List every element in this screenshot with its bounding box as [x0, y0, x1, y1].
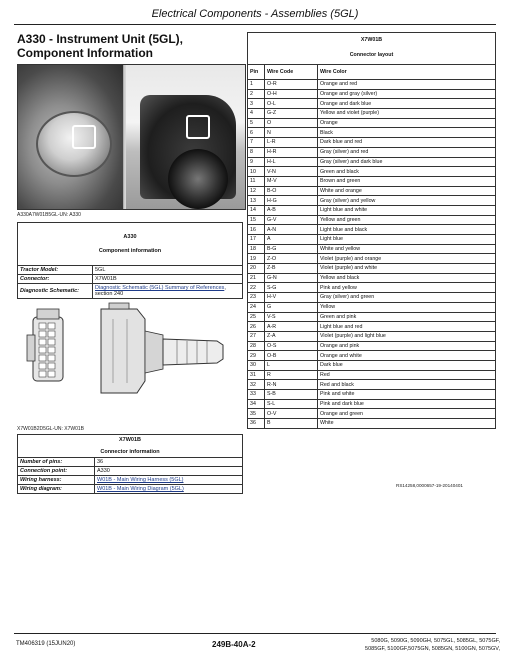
pin-number: 30	[248, 360, 265, 370]
table-row	[248, 138, 496, 148]
wire-color: Orange and dark blue	[318, 99, 496, 109]
wire-code: L	[265, 360, 318, 370]
wire-code: V-S	[265, 312, 318, 322]
wire-code: V-N	[265, 167, 318, 177]
wire-code: B	[265, 419, 318, 429]
pin-number: 24	[248, 302, 265, 312]
wire-color: Light blue and red	[318, 322, 496, 332]
wire-code: A-N	[265, 225, 318, 235]
pin-number: 7	[248, 138, 265, 148]
table-row	[18, 275, 243, 284]
section-title: A330 - Instrument Unit (5GL), Component Information	[17, 32, 184, 60]
table-row	[248, 322, 496, 332]
wire-color: Pink and dark blue	[318, 399, 496, 409]
wire-code: M-V	[265, 176, 318, 186]
table-row	[248, 331, 496, 341]
pin-number: 34	[248, 399, 265, 409]
wire-color: Orange and gray (silver)	[318, 89, 496, 99]
table-row	[18, 266, 243, 275]
wire-code: R-N	[265, 380, 318, 390]
wire-color: Orange	[318, 118, 496, 128]
table-row	[248, 157, 496, 167]
wire-code: A-B	[265, 205, 318, 215]
header-rule	[14, 24, 496, 25]
table-row	[248, 273, 496, 283]
table-row	[248, 283, 496, 293]
wire-code: S-L	[265, 399, 318, 409]
table-row	[248, 254, 496, 264]
pin-number: 22	[248, 283, 265, 293]
wire-code: G-V	[265, 215, 318, 225]
wire-color: Light blue	[318, 235, 496, 245]
row-value: 36	[95, 458, 243, 467]
wire-color: Red	[318, 370, 496, 380]
pin-number: 19	[248, 254, 265, 264]
wire-color: Yellow and violet (purple)	[318, 109, 496, 119]
wire-code: O-H	[265, 89, 318, 99]
table-row	[248, 419, 496, 429]
table-row	[248, 302, 496, 312]
wire-color: Brown and green	[318, 176, 496, 186]
pin-table-subtitle: Connector layout	[349, 52, 394, 58]
wire-code: O-R	[265, 80, 318, 90]
connector-drawing	[17, 289, 242, 419]
wire-code: H-G	[265, 196, 318, 206]
wire-code: G-Z	[265, 109, 318, 119]
table-row	[248, 225, 496, 235]
table-row	[248, 128, 496, 138]
pin-number: 23	[248, 293, 265, 303]
pin-number: 11	[248, 176, 265, 186]
wire-code: R	[265, 370, 318, 380]
table-row	[248, 215, 496, 225]
table-row	[18, 467, 243, 476]
wire-color: Light blue and black	[318, 225, 496, 235]
row-value: X7W01B	[93, 275, 243, 284]
table-row	[18, 476, 243, 485]
section-ref: , section 240	[95, 285, 226, 297]
row-label: Tractor Model:	[18, 266, 93, 275]
component-table-header	[18, 223, 243, 266]
table-row	[248, 109, 496, 119]
connector-caption: X7W01B2D5GL-UN: X7W01B	[17, 426, 84, 432]
wire-code: N	[265, 128, 318, 138]
wire-code: H-V	[265, 293, 318, 303]
wire-color: Yellow and black	[318, 273, 496, 283]
table-row	[248, 89, 496, 99]
wire-code: L-R	[265, 138, 318, 148]
wire-code: S-B	[265, 390, 318, 400]
table-row	[248, 118, 496, 128]
table-row	[248, 99, 496, 109]
pin-number: 32	[248, 380, 265, 390]
wire-color: Orange and red	[318, 80, 496, 90]
wire-code: A	[265, 235, 318, 245]
wire-color: Light blue and white	[318, 205, 496, 215]
table-row	[248, 147, 496, 157]
pin-number: 36	[248, 419, 265, 429]
table-row	[248, 176, 496, 186]
pin-number: 26	[248, 322, 265, 332]
col-header-pin: Pin	[248, 65, 265, 80]
section-title-block	[17, 32, 242, 60]
pin-number: 14	[248, 205, 265, 215]
wiring-diagram-link[interactable]: W01B - Main Wiring Diagram (5GL)	[97, 486, 184, 492]
wire-color: Green and black	[318, 167, 496, 177]
reference-note: RS14258,0000657-19-20140401	[396, 483, 463, 488]
wire-color: White and yellow	[318, 244, 496, 254]
wire-color: Pink and yellow	[318, 283, 496, 293]
pin-number: 1	[248, 80, 265, 90]
wire-code: Z-A	[265, 331, 318, 341]
wire-color: Orange and green	[318, 409, 496, 419]
connector-id: X7W01B	[118, 437, 141, 443]
component-id: A330	[123, 234, 137, 240]
pin-table-header	[248, 33, 496, 65]
wire-code: A-R	[265, 322, 318, 332]
pin-number: 8	[248, 147, 265, 157]
wire-color: Red and black	[318, 380, 496, 390]
row-value: 5GL	[93, 266, 243, 275]
wire-code: O-V	[265, 409, 318, 419]
wire-color: Yellow	[318, 302, 496, 312]
row-label: Connector:	[18, 275, 93, 284]
tractor-wheel	[168, 149, 228, 209]
pin-number: 35	[248, 409, 265, 419]
pin-number: 18	[248, 244, 265, 254]
wire-color: Pink and white	[318, 390, 496, 400]
pin-number: 28	[248, 341, 265, 351]
wire-color: Dark blue and red	[318, 138, 496, 148]
connector-side-view	[101, 303, 223, 393]
table-row	[248, 399, 496, 409]
table-row	[248, 293, 496, 303]
row-value	[95, 485, 243, 494]
table-row	[248, 360, 496, 370]
diagnostic-schematic-link[interactable]: Diagnostic Schematic (5GL) Summary of References	[95, 285, 225, 291]
footer-page-number: 249B-40A-2	[212, 640, 256, 649]
row-label: Connection point:	[18, 467, 95, 476]
wire-code: S-G	[265, 283, 318, 293]
row-value: A330	[95, 467, 243, 476]
pin-number: 12	[248, 186, 265, 196]
footer-models	[285, 637, 500, 653]
pin-number: 5	[248, 118, 265, 128]
pin-table-connector-id: X7W01B	[360, 37, 383, 43]
wire-color: Orange and pink	[318, 341, 496, 351]
instrument-unit-photo	[17, 64, 246, 210]
wire-code: G	[265, 302, 318, 312]
pin-number: 33	[248, 390, 265, 400]
pin-number: 25	[248, 312, 265, 322]
component-info-table	[17, 222, 243, 299]
footer-models-line2: 5085GF, 5100GF,5075GN, 5085GN, 5100GN, 5075GV,	[365, 646, 500, 652]
col-header-wire-code: Wire Code	[265, 65, 318, 80]
wiring-harness-link[interactable]: W01B - Main Wiring Harness (5GL)	[97, 477, 184, 483]
wire-code: O-B	[265, 351, 318, 361]
pin-number: 3	[248, 99, 265, 109]
connector-table-header	[18, 435, 243, 458]
connector-subtitle: Connector information	[100, 449, 160, 455]
wire-code: Z-B	[265, 264, 318, 274]
table-row	[248, 341, 496, 351]
pin-number: 15	[248, 215, 265, 225]
row-label: Diagnostic Schematic:	[18, 284, 93, 299]
table-row	[248, 409, 496, 419]
table-row	[248, 205, 496, 215]
pin-number: 6	[248, 128, 265, 138]
photo-caption: A330A7W01B5GL-UN: A330	[17, 212, 81, 218]
callout-box	[72, 125, 96, 149]
col-header-wire-color: Wire Color	[318, 65, 496, 80]
row-label: Number of pins:	[18, 458, 95, 467]
table-row	[248, 312, 496, 322]
table-row	[248, 167, 496, 177]
row-value	[95, 476, 243, 485]
pin-number: 9	[248, 157, 265, 167]
callout-box	[186, 115, 210, 139]
row-label: Wiring diagram:	[18, 485, 95, 494]
connector-face	[27, 309, 63, 381]
footer-doc-id: TM406319 (15JUN20)	[16, 641, 76, 647]
wire-color: Gray (silver) and yellow	[318, 196, 496, 206]
wire-color: Green and pink	[318, 312, 496, 322]
wire-color: Orange and white	[318, 351, 496, 361]
table-row	[248, 264, 496, 274]
wire-code: H-R	[265, 147, 318, 157]
wire-code: H-L	[265, 157, 318, 167]
pin-number: 16	[248, 225, 265, 235]
wire-code: G-N	[265, 273, 318, 283]
pin-number: 29	[248, 351, 265, 361]
pin-number: 10	[248, 167, 265, 177]
wire-color: Black	[318, 128, 496, 138]
table-row	[18, 458, 243, 467]
pin-number: 13	[248, 196, 265, 206]
table-row	[248, 235, 496, 245]
pin-number: 31	[248, 370, 265, 380]
component-subtitle: Component information	[98, 248, 162, 254]
wire-code: Z-O	[265, 254, 318, 264]
wire-color: Violet (purple) and light blue	[318, 331, 496, 341]
pin-number: 27	[248, 331, 265, 341]
connector-info-table	[17, 434, 243, 494]
table-row	[248, 80, 496, 90]
table-row	[248, 380, 496, 390]
pin-number: 20	[248, 264, 265, 274]
pin-number: 21	[248, 273, 265, 283]
table-row	[248, 351, 496, 361]
wire-code: O-S	[265, 341, 318, 351]
pin-number: 4	[248, 109, 265, 119]
wire-code: B-O	[265, 186, 318, 196]
wire-color: Violet (purple) and white	[318, 264, 496, 274]
table-row	[18, 485, 243, 494]
wire-color: Violet (purple) and orange	[318, 254, 496, 264]
wire-code: O	[265, 118, 318, 128]
table-row	[248, 390, 496, 400]
wire-code: B-G	[265, 244, 318, 254]
table-row	[248, 370, 496, 380]
page-header: Electrical Components - Assemblies (5GL)	[151, 8, 359, 20]
wire-color: Yellow and green	[318, 215, 496, 225]
wire-color: Gray (silver) and dark blue	[318, 157, 496, 167]
footer-models-line1: 5080G, 5090G, 5090GH, 5075GL, 5085GL, 5075GF,	[371, 638, 500, 644]
footer-rule	[14, 633, 496, 634]
wire-color: White and orange	[318, 186, 496, 196]
wire-color: Dark blue	[318, 360, 496, 370]
wire-code: O-L	[265, 99, 318, 109]
table-row	[248, 196, 496, 206]
row-label: Wiring harness:	[18, 476, 95, 485]
table-row	[248, 186, 496, 196]
pin-layout-table	[247, 32, 496, 429]
pin-number: 17	[248, 235, 265, 245]
wire-color: White	[318, 419, 496, 429]
wire-color: Gray (silver) and green	[318, 293, 496, 303]
table-row	[248, 244, 496, 254]
wire-color: Gray (silver) and red	[318, 147, 496, 157]
pin-number: 2	[248, 89, 265, 99]
